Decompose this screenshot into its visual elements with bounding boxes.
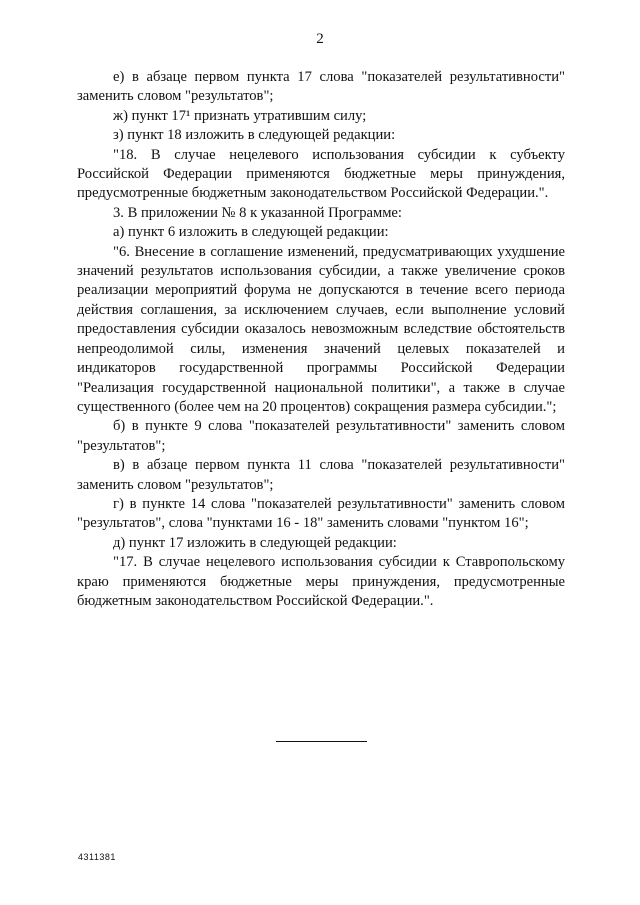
paragraph-d: д) пункт 17 изложить в следующей редакции: — [113, 534, 397, 551]
paragraph-z: з) пункт 18 изложить в следующей редакции: — [113, 127, 396, 144]
end-separator-line — [276, 741, 367, 742]
paragraph-v: в) в абзаце первом пункта 11 слова "показателей результативности" заменить словом "результатов"; — [77, 457, 565, 493]
paragraph-g: г) в пункте 14 слова "показателей результативности" заменить словом "результатов", слова "пунктами 16 - 18" заменить словами "пунктом 16"; — [77, 495, 565, 532]
paragraph-d-quote-17: "17. В случае нецелевого использования субсидии к Ставропольскому краю применяются бюджетные меры принуждения, предусмотренные бюджетным законодательством Российской Федерации.". — [77, 554, 565, 609]
page-number: 2 — [316, 31, 324, 47]
paragraph-z-quote-18: "18. В случае нецелевого использования субсидии к субъекту Российской Федерации применяются бюджетные меры принуждения, предусмотренные бюджетным законодательством Российской Федерации.". — [77, 146, 565, 202]
document-code: 4311381 — [78, 852, 116, 862]
paragraph-e: е) в абзаце первом пункта 17 слова "показателей результативности" заменить словом "результатов"; — [77, 69, 565, 105]
paragraph-3: 3. В приложении № 8 к указанной Программе: — [113, 204, 402, 221]
paragraph-a: а) пункт 6 изложить в следующей редакции: — [113, 224, 389, 241]
document-body — [77, 68, 565, 611]
paragraph-a-quote-6: "6. Внесение в соглашение изменений, предусматривающих ухудшение значений результатов использования субсидии, а также увеличение сроков реализации мероприятий форума не допускаются в течение всего периода действия соглашения, за исключением случаев, если выполнение условий предоставления субсидии оказалось невозможным вследствие обстоятельств непреодолимой силы, изменения значений целевых показателей и индикаторов государственной программы Российской Федерации "Реализация государственной национальной политики", а также в случае существенного (более чем на 20 процентов) сокращения размера субсидии."; — [77, 243, 565, 415]
paragraph-zh: ж) пункт 17¹ признать утратившим силу; — [113, 107, 367, 124]
paragraph-b: б) в пункте 9 слова "показателей результативности" заменить словом "результатов"; — [77, 418, 565, 454]
